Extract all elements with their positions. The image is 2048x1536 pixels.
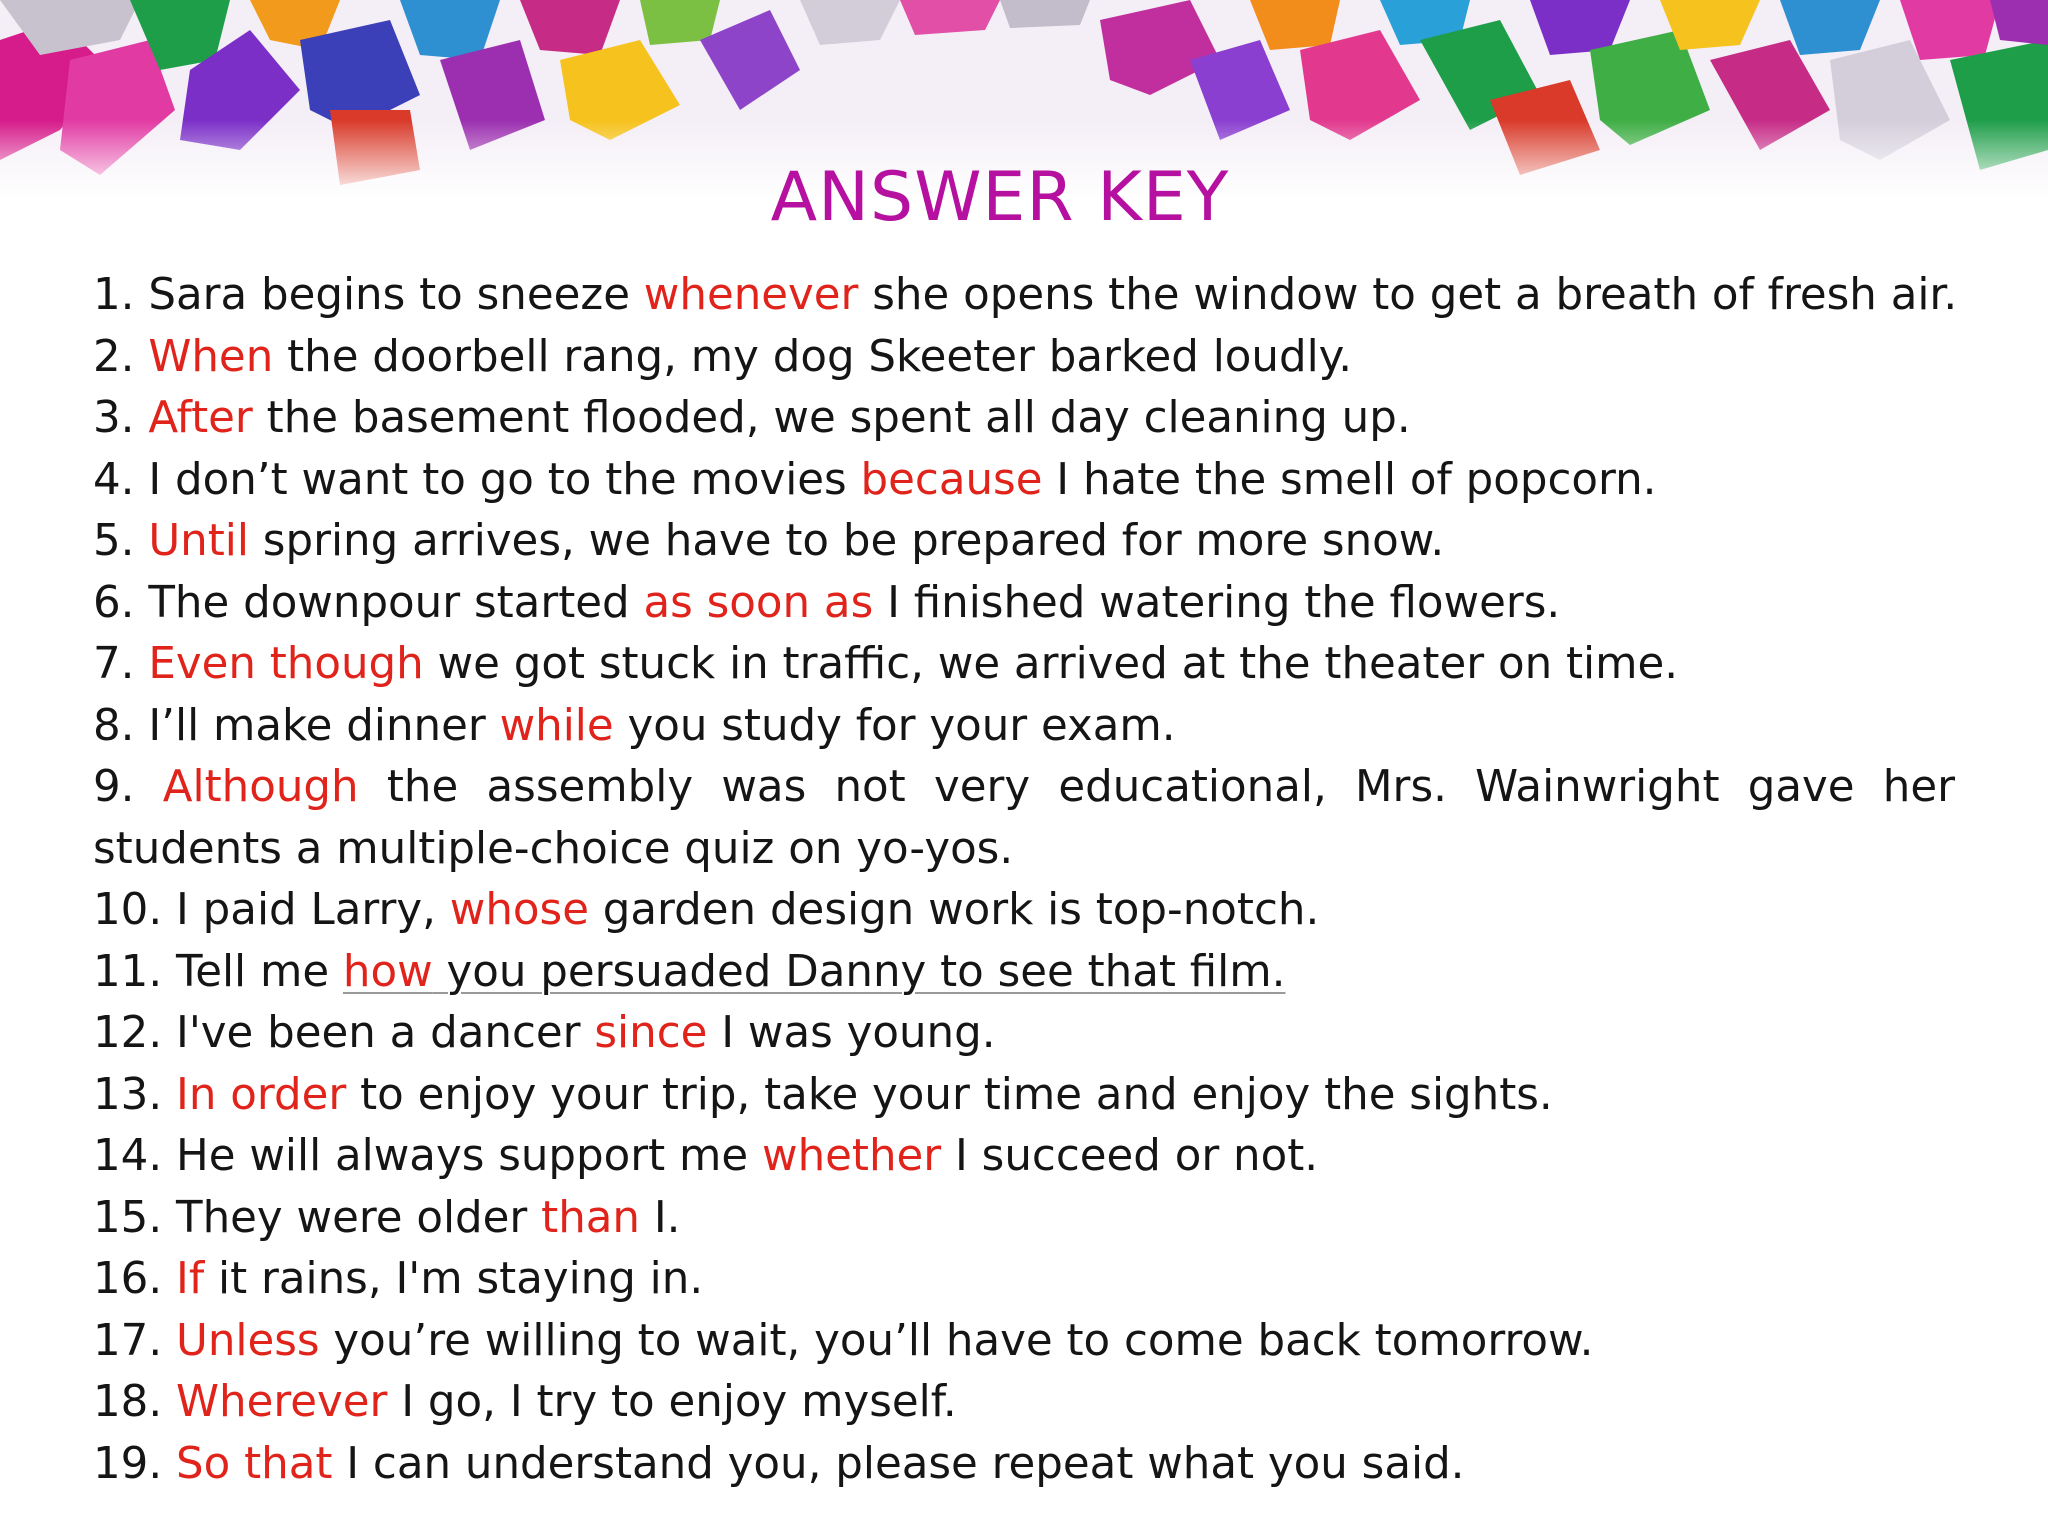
answer-item-7: [93, 634, 1955, 696]
sentence-before: They were older: [176, 1192, 542, 1243]
answer-item-1: [93, 265, 1958, 327]
sentence-after: we got stuck in traffic, we arrived at the theater on time.: [423, 639, 1679, 689]
answer-item-9: [93, 757, 1955, 819]
answer-word: whenever: [643, 270, 859, 320]
item-number: 5.: [93, 516, 135, 566]
answer-item-8: [93, 696, 1955, 758]
sentence-after: I can understand you, please repeat what you said.: [332, 1438, 1465, 1489]
sentence-before: I’ll make dinner: [148, 700, 500, 751]
sentence-after: I hate the smell of popcorn.: [1042, 454, 1657, 505]
sentence-after: she opens the window to get a breath of fresh air.: [858, 270, 1958, 320]
answer-word: Until: [148, 516, 249, 566]
sentence-continuation: students a multiple-choice quiz on yo-yos.: [93, 823, 1014, 874]
answer-item-11: [93, 942, 1955, 1004]
answer-word: Even though: [148, 639, 424, 689]
answer-item-9-continuation: [93, 819, 1955, 881]
sentence-after: you study for your exam.: [613, 700, 1176, 751]
answer-word: how: [342, 946, 433, 997]
item-number: 18.: [93, 1377, 163, 1427]
answer-item-3: [93, 388, 1955, 450]
answer-word: since: [594, 1008, 708, 1058]
item-number: 6.: [93, 577, 135, 628]
sentence-after: I succeed or not.: [941, 1131, 1319, 1181]
item-number: 16.: [93, 1254, 163, 1304]
answer-word: while: [499, 700, 614, 751]
answer-item-2: [93, 327, 1955, 389]
item-number: 19.: [93, 1438, 163, 1489]
item-number: 1.: [93, 270, 135, 320]
sentence-after: I go, I try to enjoy myself.: [387, 1377, 957, 1427]
sentence-after: the assembly was not very educational, Mrs. Wainwright gave her: [358, 762, 1956, 812]
item-number: 13.: [93, 1069, 163, 1120]
answer-list: [93, 265, 1958, 1495]
sentence-after: garden design work is top-notch.: [588, 885, 1320, 935]
item-number: 8.: [93, 700, 135, 751]
answer-word: whose: [449, 885, 589, 935]
item-number: 12.: [93, 1008, 163, 1058]
sentence-after: the doorbell rang, my dog Skeeter barked loudly.: [273, 331, 1353, 382]
item-number: 15.: [93, 1192, 163, 1243]
sentence-before: I've been a dancer: [176, 1008, 595, 1058]
sentence-after: to enjoy your trip, take your time and enjoy the sights.: [346, 1069, 1553, 1120]
sentence-after: the basement flooded, we spent all day cleaning up.: [252, 393, 1411, 443]
sentence-after: it rains, I'm staying in.: [204, 1254, 704, 1304]
answer-item-5: [93, 511, 1955, 573]
answer-item-18: [93, 1372, 1955, 1434]
answer-item-6: [93, 573, 1955, 635]
sentence-after: spring arrives, we have to be prepared for more snow.: [248, 516, 1445, 566]
answer-item-13: [93, 1065, 1955, 1127]
answer-word: as soon as: [643, 577, 874, 628]
sentence-before: I paid Larry,: [176, 885, 450, 935]
answer-item-12: [93, 1003, 1955, 1065]
sentence-after: I was young.: [707, 1008, 996, 1058]
answer-word: If: [176, 1254, 205, 1304]
answer-word: because: [860, 454, 1043, 505]
answer-item-4: [93, 450, 1955, 512]
sentence-after: I.: [640, 1192, 681, 1243]
item-number: 7.: [93, 639, 135, 689]
item-number: 2.: [93, 331, 135, 382]
answer-item-14: [93, 1126, 1955, 1188]
answer-item-17: [93, 1311, 1955, 1373]
sentence-before: Tell me: [176, 946, 343, 997]
answer-word: So that: [176, 1438, 333, 1489]
item-number: 4.: [93, 454, 135, 505]
answer-item-15: [93, 1188, 1955, 1250]
item-number: 14.: [93, 1131, 163, 1181]
answer-word: whether: [762, 1131, 942, 1181]
answer-item-10: [93, 880, 1955, 942]
sentence-before: I don’t want to go to the movies: [148, 454, 861, 505]
sentence-before: He will always support me: [176, 1131, 762, 1181]
item-number: 9.: [93, 762, 135, 812]
answer-word: than: [541, 1192, 640, 1243]
item-number: 11.: [93, 946, 163, 997]
answer-item-19: [93, 1434, 1955, 1496]
item-number: 10.: [93, 885, 163, 935]
answer-word: Although: [162, 762, 359, 812]
answer-word: When: [148, 331, 274, 382]
answer-word: In order: [176, 1069, 347, 1120]
answer-word: Unless: [176, 1315, 320, 1366]
sentence-after: I finished watering the flowers.: [873, 577, 1561, 628]
answer-item-16: [93, 1249, 1955, 1311]
sentence-before: Sara begins to sneeze: [148, 270, 644, 320]
sentence-before: The downpour started: [148, 577, 644, 628]
item-number: 3.: [93, 393, 135, 443]
item-number: 17.: [93, 1315, 163, 1366]
sentence-after: you’re willing to wait, you’ll have to come back tomorrow.: [319, 1315, 1594, 1366]
answer-word: After: [148, 393, 253, 443]
answer-word: Wherever: [176, 1377, 388, 1427]
page-title: ANSWER KEY: [770, 158, 1230, 237]
sentence-after: you persuaded Danny to see that film.: [432, 946, 1286, 997]
